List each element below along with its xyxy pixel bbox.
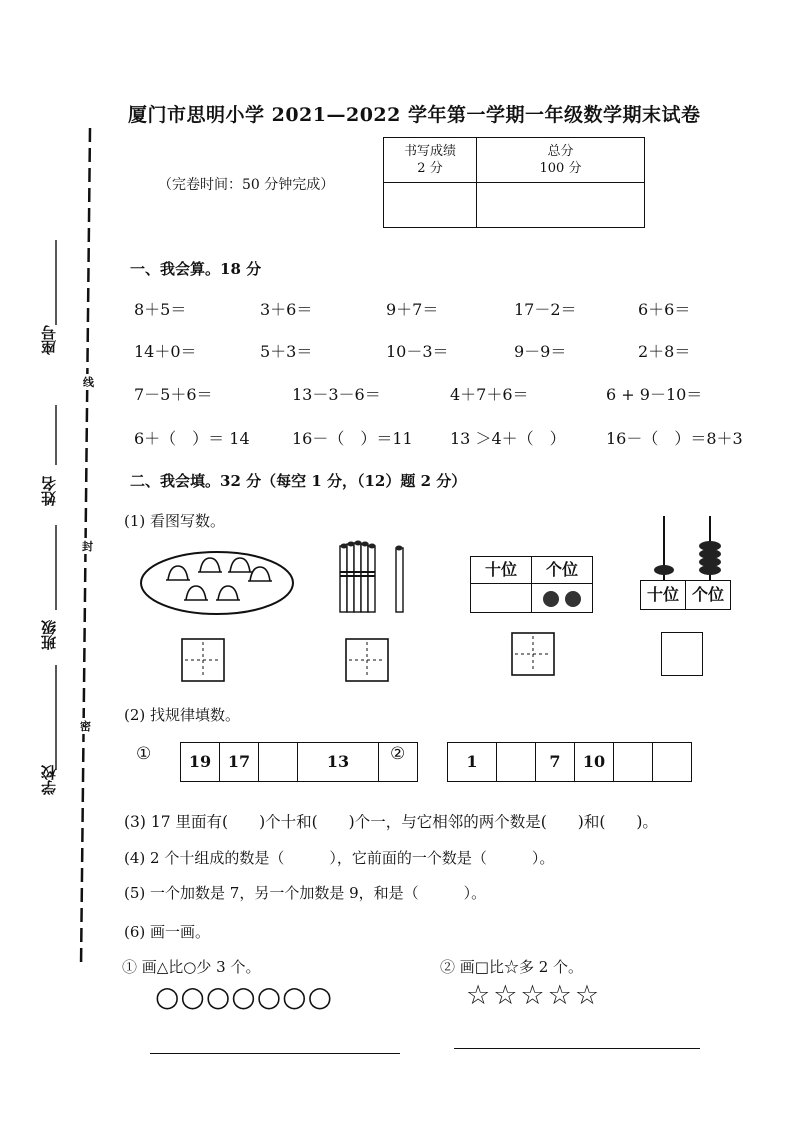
section1-heading: 一、我会算。18 分 (130, 260, 262, 278)
calc-item: 16－（ ）＝8＋3 (606, 429, 743, 448)
calc-row-3 (134, 382, 774, 404)
calc-item: 17－2＝ (514, 300, 577, 319)
place-value-chart (470, 556, 593, 613)
calc-row-1 (134, 297, 774, 319)
score-total-field[interactable] (477, 183, 645, 228)
calc-row-2 (134, 339, 774, 361)
calc-item: 6 + 9－10＝ (606, 385, 703, 404)
seq-cell: 1 (448, 743, 497, 781)
place-ten-cell (471, 584, 532, 612)
stars-row: ☆☆☆☆☆ (466, 980, 603, 1011)
calc-item: 8＋5＝ (134, 300, 187, 319)
stick-bundle-image (336, 540, 416, 616)
answer-grid-box[interactable] (345, 638, 389, 682)
calc-item: 7－5＋6＝ (134, 385, 213, 404)
q6-sub2: ② 画□比☆多 2 个。 (440, 958, 584, 976)
calc-item: 10－3＝ (386, 342, 449, 361)
label-name: 姓名 (40, 476, 58, 506)
calc-item: 14＋0＝ (134, 342, 197, 361)
label-class: 班级 (40, 620, 58, 650)
calc-item: 9－9＝ (514, 342, 567, 361)
score-writing-field[interactable] (384, 183, 477, 228)
seq-cell: 17 (220, 743, 259, 781)
q2-label: (2) 找规律填数。 (124, 706, 241, 724)
answer-grid-box[interactable] (511, 632, 555, 676)
counter-dots-icon (539, 589, 585, 609)
score-table (383, 137, 645, 228)
abacus-ten-label: 十位 (641, 581, 686, 609)
seq-cell: 19 (181, 743, 220, 781)
calc-item: 9＋7＝ (386, 300, 439, 319)
seq-cell-blank[interactable] (497, 743, 536, 781)
sequence-grid-1 (180, 742, 418, 782)
q5-text: (5) 一个加数是 7，另一个加数是 9，和是（ ）。 (124, 884, 487, 902)
answer-grid-box[interactable] (181, 638, 225, 682)
calc-item: 4＋7＋6＝ (450, 385, 529, 404)
abacus-one-label: 个位 (691, 585, 724, 604)
seq-cell-blank[interactable] (259, 743, 298, 781)
score-total-value: 100 分 (539, 161, 582, 176)
circles-row: ○○○○○○○ (155, 980, 334, 1013)
seq-cell: 10 (575, 743, 614, 781)
mark-seal: 封 (82, 540, 93, 553)
draw-answer-line-1[interactable] (150, 1053, 400, 1054)
bells-in-oval-image (138, 548, 298, 620)
label-seat: 座号 (40, 325, 58, 355)
q1-label: (1) 看图写数。 (124, 512, 226, 530)
place-ten-header: 十位 (471, 557, 532, 583)
q4-text: (4) 2 个十组成的数是（ ），它前面的一个数是（ ）。 (124, 849, 555, 867)
place-one-cell (532, 584, 592, 612)
seq-cell-blank[interactable] (653, 743, 691, 781)
score-writing-value: 2 分 (417, 161, 443, 176)
sequence-grid-2 (447, 742, 692, 782)
place-one-header: 个位 (545, 560, 578, 579)
q2-mark-1: ① (136, 744, 152, 764)
calc-item: 5＋3＝ (260, 342, 313, 361)
calc-item: 16－（ ）＝11 (292, 429, 413, 448)
calc-item: 6＋（ ）＝ 14 (134, 429, 250, 448)
section2-heading: 二、我会填。32 分（每空 1 分，（12）题 2 分） (130, 472, 467, 490)
calc-item: 6＋6＝ (638, 300, 691, 319)
seq-cell-blank[interactable] (614, 743, 653, 781)
answer-box[interactable] (661, 632, 703, 676)
calc-item: 3＋6＝ (260, 300, 313, 319)
time-note: （完卷时间：50 分钟完成） (158, 177, 335, 193)
draw-answer-line-2[interactable] (454, 1048, 700, 1049)
q6-label: (6) 画一画。 (124, 923, 211, 941)
label-school: 学校 (40, 765, 58, 795)
calc-item: 13－3－6＝ (292, 385, 381, 404)
q2-mark-2: ② (390, 744, 406, 764)
calc-row-4 (134, 426, 774, 448)
calc-item: 2＋8＝ (638, 342, 691, 361)
seq-cell: 7 (536, 743, 575, 781)
page-title: 厦门市思明小学 2021—2022 学年第一学期一年级数学期末试卷 (128, 104, 701, 126)
score-total-label: 总分 (547, 144, 574, 159)
abacus-image (640, 514, 740, 582)
seq-cell: 13 (298, 743, 379, 781)
mark-line: 线 (83, 376, 94, 389)
score-writing-label: 书写成绩 (403, 144, 456, 159)
abacus-labels (640, 580, 731, 610)
q3-text: (3) 17 里面有( )个十和( )个一，与它相邻的两个数是( )和( )。 (124, 813, 658, 831)
calc-item: 13 ＞4＋（ ） (450, 429, 566, 448)
mark-close: 密 (80, 720, 91, 733)
q6-sub1: ① 画△比○少 3 个。 (122, 958, 261, 976)
